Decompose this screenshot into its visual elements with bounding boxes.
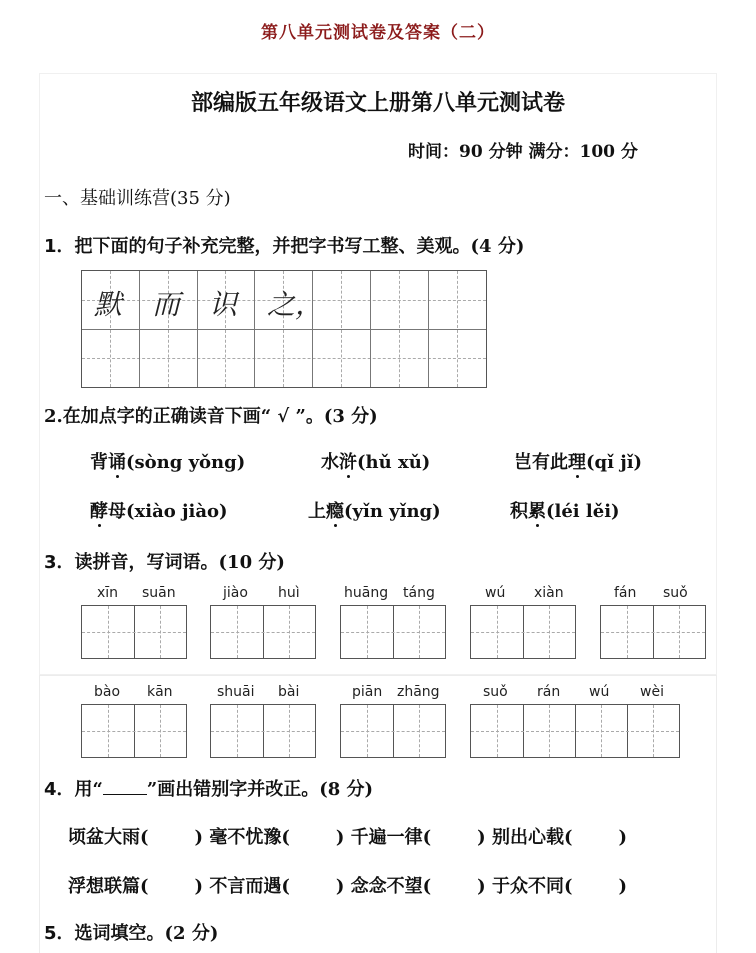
handwritten-char: 识 [209,288,238,321]
reading-item[interactable]: 酵母(xiào jiào) [90,501,228,522]
question-4: 4．用“ ”画出错别字并改正。(8 分) [44,779,374,800]
reading-item[interactable]: 水浒(hǔ xǔ) [321,452,431,473]
page-header [0,0,756,64]
pinyin-label: jiào [223,585,248,601]
pinyin-label: wú [589,684,610,700]
exam-meta: 时间：90 分钟 满分：100 分 [408,142,638,162]
question-number: 4 [44,779,57,800]
pinyin-label: xīn [97,585,119,601]
answer-box[interactable] [470,605,576,659]
pinyin-label: fán [614,585,637,601]
pinyin-label: suǒ [663,585,688,601]
pinyin-label: xiàn [534,585,564,601]
pinyin-label: suǒ [483,684,508,700]
question-text: ．把下面的句子补充完整，并把字书写工整、美观。(4 分) [56,236,525,257]
section-heading: 一、基础训练营(35 分) [44,188,231,209]
answer-box[interactable] [81,605,187,659]
reading-item[interactable]: 积累(léi lěi) [510,501,620,522]
answer-box[interactable] [600,605,706,659]
question-number: 3 [44,552,57,573]
handwritten-char: 之， [267,288,324,321]
pinyin-label: táng [403,585,435,601]
reading-item[interactable]: 上瘾(yǐn yǐng) [308,501,441,522]
header-title: 第八单元测试卷及答案（二） [261,23,495,43]
answer-box[interactable] [81,704,187,758]
question-1 [44,232,524,258]
answer-box[interactable] [210,704,316,758]
answer-box[interactable] [470,704,680,758]
pinyin-label: wú [485,585,506,601]
pinyin-label: zhāng [397,684,440,700]
pinyin-label: wèi [640,684,664,700]
question-text: ．选词填空。(2 分) [56,923,219,944]
question-number: 5 [44,923,57,944]
reading-item[interactable]: 背诵(sòng yǒng) [90,452,246,473]
exam-title: 部编版五年级语文上册第八单元测试卷 [190,91,565,116]
pinyin-label: suān [142,585,176,601]
answer-box[interactable] [210,605,316,659]
reading-item[interactable]: 岂有此理(qǐ jǐ) [514,452,643,473]
pinyin-label: huì [278,585,300,601]
question-number: 1 [44,236,57,257]
typo-row[interactable]: 顷盆大雨( ) 毫不忧豫( ) 千遍一律( ) 别出心载( ) [68,827,627,848]
pinyin-label: huāng [344,585,389,601]
pinyin-label: shuāi [217,684,255,700]
pinyin-label: bào [94,684,121,700]
pinyin-label: rán [537,684,561,700]
pinyin-label: kān [147,684,173,700]
answer-box[interactable] [340,605,446,659]
underline-blank [103,780,147,795]
question-5 [44,919,218,945]
question-3 [44,548,285,574]
handwritten-char: 而 [152,288,181,321]
pinyin-label: bài [278,684,300,700]
pinyin-label: piān [352,684,383,700]
answer-box[interactable] [340,704,446,758]
typo-row[interactable]: 浮想联篇( ) 不言而遇( ) 念念不望( ) 于众不同( ) [68,876,627,897]
question-text: ．读拼音，写词语。(10 分) [56,552,285,573]
question-2: 2.在加点字的正确读音下画“ √ ”。(3 分) [44,406,378,427]
writing-grid[interactable] [81,270,487,388]
handwritten-char: 默 [94,288,123,321]
